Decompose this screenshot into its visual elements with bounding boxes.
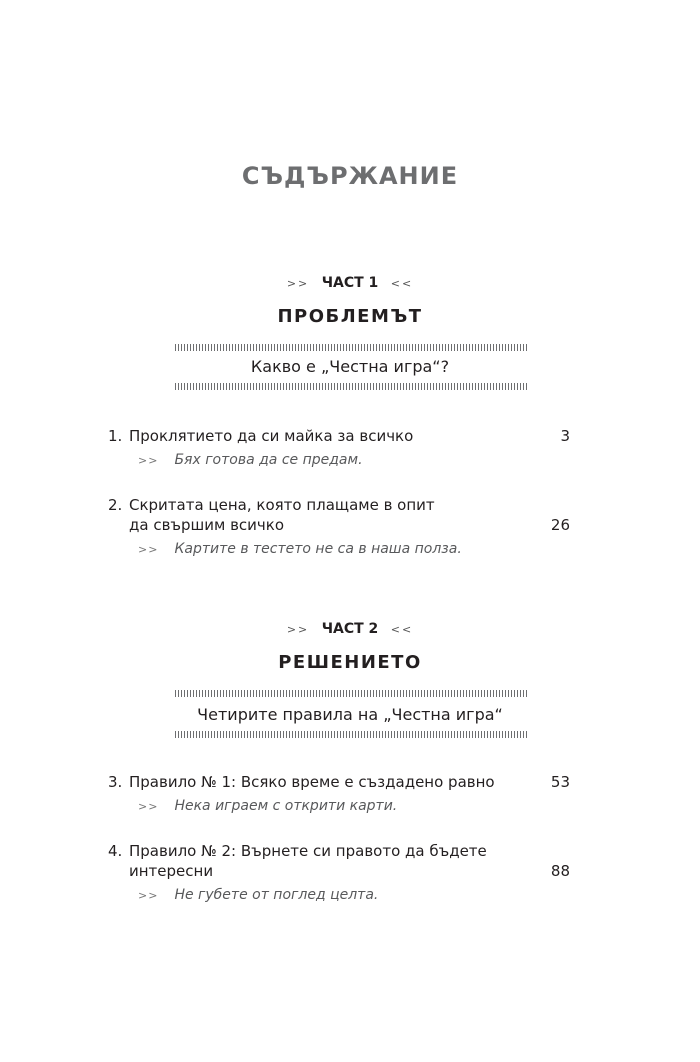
entry-title-line: Проклятието да си майка за всичко (129, 427, 414, 445)
hatch-divider (175, 383, 529, 390)
toc-entry[interactable] (108, 495, 570, 560)
entry-number: 3. (108, 773, 123, 791)
arrows-icon: >> (138, 800, 159, 813)
arrows-right: << (390, 623, 414, 636)
entry-number: 1. (108, 427, 123, 445)
entry-subtitle (108, 450, 570, 471)
arrows-right: << (390, 277, 414, 290)
arrows-left: >> (286, 277, 310, 290)
part-1-title: ПРОБЛЕМЪТ (277, 306, 423, 327)
entry-title-line: Правило № 2: Върнете си правото да бъдете (129, 842, 487, 860)
hatch-divider (175, 731, 529, 738)
arrows-left: >> (286, 623, 310, 636)
entry-title-line: Правило № 1: Всяко време е създадено равно (129, 773, 495, 791)
part-1-label (0, 275, 700, 291)
entry-subtitle-text: Нека играем с открити карти. (174, 798, 398, 814)
entry-subtitle (108, 796, 570, 817)
entry-subtitle-text: Картите в тестето не са в наша полза. (174, 541, 462, 557)
entry-page-number: 88 (550, 862, 570, 880)
entry-title-line: Скритата цена, която плащаме в опит (129, 496, 435, 514)
toc-entry[interactable] (108, 772, 570, 817)
part-2-label (0, 621, 700, 637)
part-number: ЧАСТ 2 (321, 621, 379, 637)
entry-subtitle-text: Бях готова да се предам. (174, 452, 363, 468)
entry-page-number: 3 (560, 427, 570, 445)
hatch-divider (175, 344, 529, 351)
entry-title-line: интересни (129, 862, 214, 880)
toc-entry[interactable] (108, 426, 570, 471)
page-title: СЪДЪРЖАНИЕ (241, 162, 459, 190)
entry-subtitle-text: Не губете от поглед целта. (174, 887, 379, 903)
part-2-title: РЕШЕНИЕТО (278, 652, 422, 673)
entry-number: 2. (108, 496, 123, 514)
entry-subtitle (108, 539, 570, 560)
part-number: ЧАСТ 1 (321, 275, 379, 291)
toc-entry[interactable] (108, 841, 570, 906)
hatch-divider (175, 690, 529, 697)
entry-title-line: да свършим всичко (129, 516, 285, 534)
entry-page-number: 53 (550, 773, 570, 791)
part-1-subtitle: Какво е „Честна игра“? (250, 357, 450, 376)
arrows-icon: >> (138, 889, 159, 902)
entry-subtitle (108, 885, 570, 906)
part-2-subtitle: Четирите правила на „Честна игра“ (197, 705, 503, 724)
arrows-icon: >> (138, 454, 159, 467)
entry-page-number: 26 (550, 516, 570, 534)
entry-number: 4. (108, 842, 123, 860)
arrows-icon: >> (138, 543, 159, 556)
